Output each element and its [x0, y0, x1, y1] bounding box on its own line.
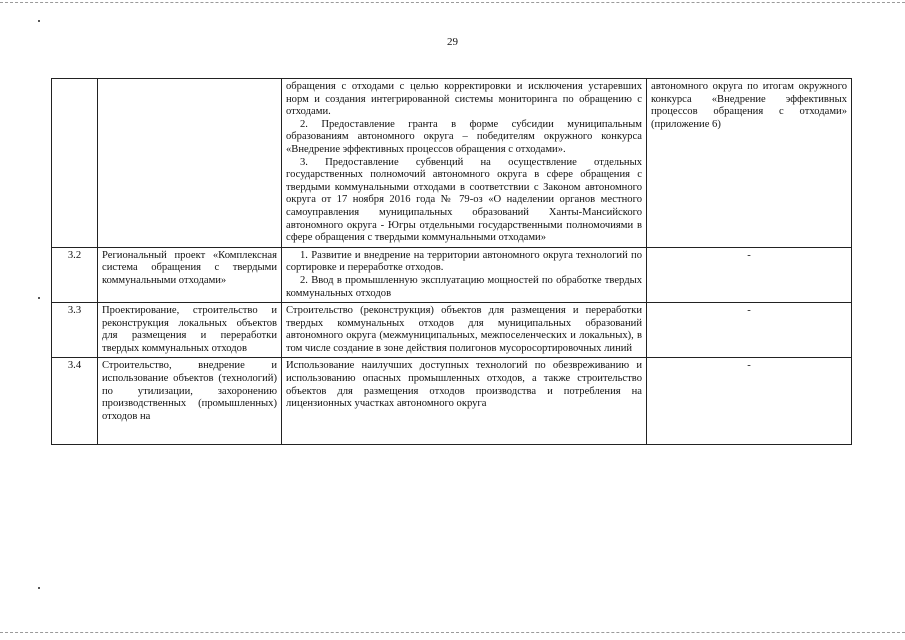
row-name: Проектирование, строительство и реконструкция локальных объектов для размещения и переработки твердых коммунальных отходов — [98, 303, 282, 358]
margin-dot — [38, 20, 40, 22]
table-row — [52, 247, 852, 302]
row-number: 3.4 — [52, 358, 98, 445]
row-name-text: Строительство, внедрение и использование объектов (технологий) по утилизации, захоронению производственных (промышленных) отходов на — [102, 360, 277, 422]
row-activities — [282, 79, 647, 248]
row-note: - — [647, 358, 852, 445]
table-row — [52, 303, 852, 358]
activity-text: 2. Предоставление гранта в форме субсидии муниципальным образованиям автономного округа – победителям окружного конкурса «Внедрение эффективных процессов обращения с отходами». — [286, 118, 642, 155]
row-activities — [282, 247, 647, 302]
row-number: 3.3 — [52, 303, 98, 358]
row-note: автономного округа по итогам окружного конкурса «Внедрение эффективных процессов обращения с отходами» (приложение 6) — [647, 79, 852, 248]
top-page-edge — [0, 2, 905, 3]
table-row — [52, 358, 852, 445]
row-note: - — [647, 247, 852, 302]
activity-text: обращения с отходами с целью корректировки и исключения устаревших норм и создания интегрированной системы мониторинга по обращению с отходами. — [286, 81, 642, 118]
row-name — [98, 79, 282, 248]
row-number — [52, 79, 98, 248]
activity-text: Строительство (реконструкция) объектов для размещения и переработки твердых коммунальных отходов для муниципальных образований автономного округа (межмуниципальных, межпоселенческих и локальных), в том числе создание в зоне действия полигонов мусоросортировочных линий — [286, 305, 642, 354]
row-activities — [282, 358, 647, 445]
activity-text: 2. Ввод в промышленную эксплуатацию мощностей по обработке твердых коммунальных отходов — [286, 274, 642, 299]
table-row — [52, 79, 852, 248]
margin-dot — [38, 297, 40, 299]
page-number: 29 — [447, 36, 458, 48]
row-name — [98, 358, 282, 445]
program-table — [51, 78, 852, 445]
activity-text: 1. Развитие и внедрение на территории автономного округа технологий по сортировке и переработке отходов. — [286, 249, 642, 274]
activity-text: Использование наилучших доступных технологий по обезвреживанию и использованию опасных промышленных отходов, а также строительство объектов для размещения отходов производства и потребления на лицензионных участках автономного округа — [286, 360, 642, 410]
row-name: Региональный проект «Комплексная система обращения с твердыми коммунальными отходами» — [98, 247, 282, 302]
activity-text: 3. Предоставление субвенций на осуществление отдельных государственных полномочий автономного округа в сфере обращения с твердыми коммунальными отходами в соответствии с Законом автономного округа от 17 ноября 2016 года № 79-оз «О наделении органов местного самоуправления муниципальных образований Ханты-Мансийского автономного округа - Югры отдельными государственными полномочиями в сфере обращения с твердыми коммунальными отходами» — [286, 156, 642, 244]
row-note: - — [647, 303, 852, 358]
row-number: 3.2 — [52, 247, 98, 302]
bottom-page-edge — [0, 632, 905, 633]
margin-dot — [38, 587, 40, 589]
row-activities — [282, 303, 647, 358]
